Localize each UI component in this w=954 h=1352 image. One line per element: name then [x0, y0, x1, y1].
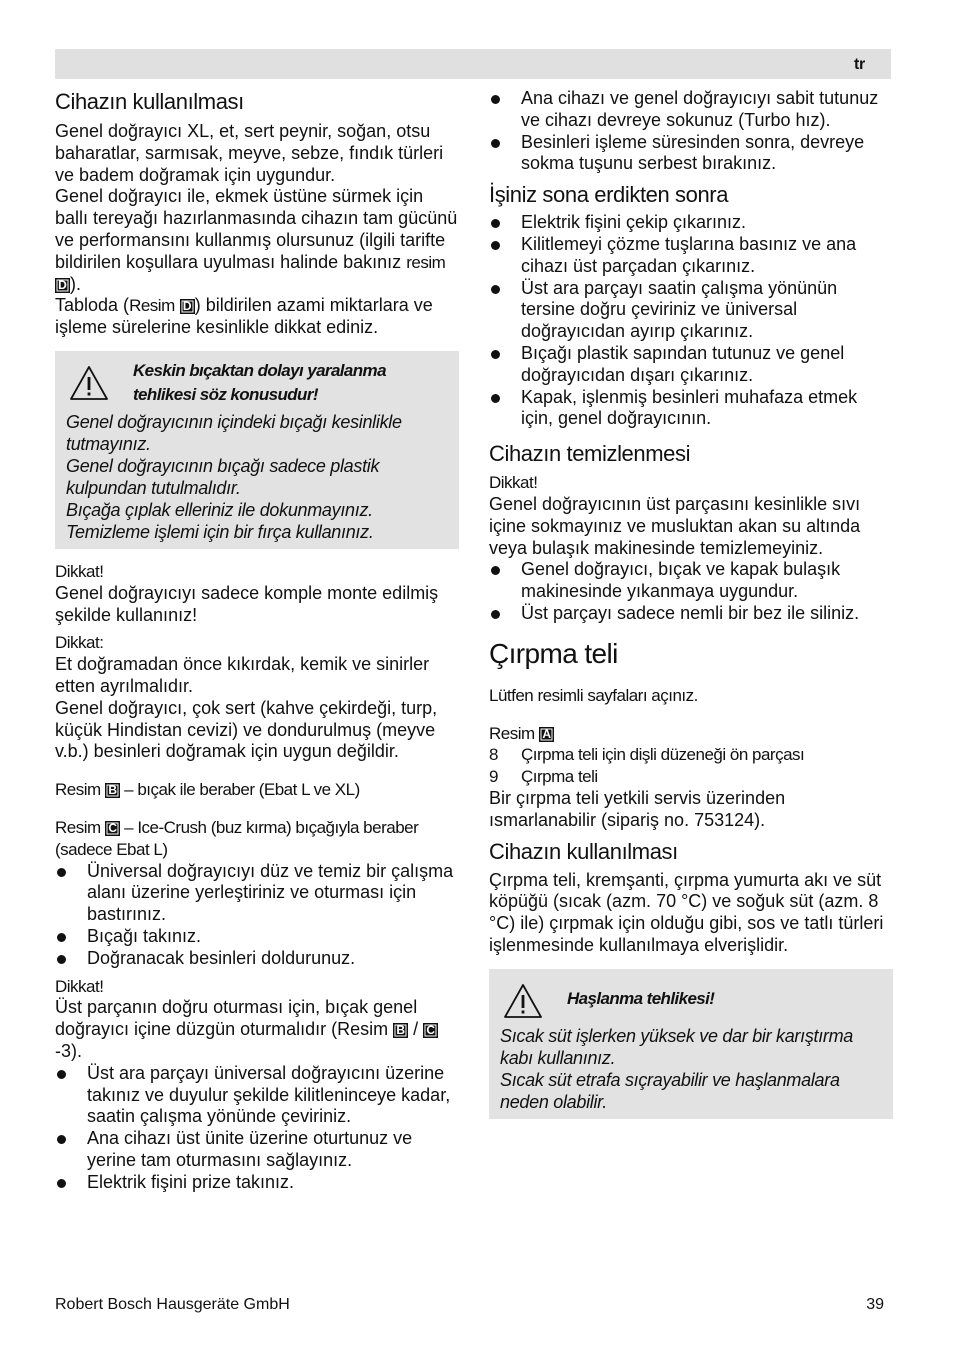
steps-list	[489, 559, 893, 624]
warning-box-blade	[55, 351, 459, 549]
figure-badge-d: D	[55, 278, 70, 293]
caution-text: Genel doğrayıcı, çok sert (kahve çekirdeği, turp, küçük Hindistan cevizi) ve dondurulmuş (meyve v.b.) besinleri doğramak için uygun değildir.	[55, 697, 438, 762]
list-item: Üst ara parçayı üniversal doğrayıcını üzerine takınız ve duyulur şekilde kilitleninceye kadar, saatin çalışma yönünde çeviriniz.	[55, 1063, 459, 1128]
table-paragraph: Tabloda (Resim D ) bildirilen azami miktarlara ve işleme sürelerine kesinlikle dikkat ediniz.	[55, 295, 433, 338]
list-item: Elektrik fişini çekip çıkarınız.	[489, 212, 893, 234]
steps-list	[489, 88, 893, 175]
list-item: Genel doğrayıcı, bıçak ve kapak bulaşık makinesinde yıkanmaya uygundur.	[489, 559, 893, 603]
section-title-usage: Cihazın kullanılması	[55, 89, 244, 114]
parts-item: 9 Çırpma teli	[489, 767, 598, 787]
list-item: Kapak, işlenmiş besinleri muhafaza etmek için, genel doğrayıcının.	[489, 387, 893, 431]
figure-badge-a: A	[539, 727, 554, 742]
figure-badge-d: D	[180, 299, 195, 314]
caution-text: Et doğramadan önce kıkırdak, kemik ve sinirler etten ayrılmalıdır.	[55, 654, 430, 696]
open-pages-note: Lütfen resimli sayfaları açınız.	[489, 685, 698, 705]
steps-list	[489, 212, 893, 430]
list-item: Bıçağı takınız.	[55, 926, 459, 948]
parts-item: 8 Çırpma teli için dişli düzeneği ön parçası	[489, 745, 805, 765]
warning-triangle-icon	[69, 365, 109, 401]
right-column	[489, 88, 893, 1129]
list-item: Doğranacak besinleri doldurunuz.	[55, 948, 459, 970]
caution-text: Genel doğrayıcının üst parçasını kesinlikle sıvı içine sokmayınız ve musluktan akan su altında veya bulaşık makinesinde temizlemeyiniz.	[489, 493, 861, 558]
section-title-cleaning: Cihazın temizlenmesi	[489, 441, 691, 467]
figure-caption-a: Resim A	[489, 723, 893, 745]
warning-text: Genel doğrayıcının içindeki bıçağı kesinlikle tutmayınız. Genel doğrayıcının bıçağı sadece plastik kulpundan tutulmalıdır. Bıçağa çıplak elleriniz ile dokunmayınız. Temizleme işlemi için bir fırça kullanınız.	[66, 411, 402, 542]
section-title-whisk-usage: Cihazın kullanılması	[489, 838, 678, 864]
caution-label: Dikkat:	[55, 633, 104, 653]
figure-caption-c: Resim C – Ice-Crush (buz kırma) bıçağıyla beraber (sadece Ebat L)	[55, 817, 419, 859]
page-number: 39	[866, 1296, 884, 1313]
warning-heading: Haşlanma tehlikesi!	[567, 988, 715, 1008]
caution-label: Dikkat!	[55, 976, 104, 996]
figure-ref: Resim	[129, 296, 175, 316]
footer-company: Robert Bosch Hausgeräte GmbH	[55, 1296, 290, 1313]
list-item: Bıçağı plastik sapından tutunuz ve genel doğrayıcıdan dışarı çıkarınız.	[489, 343, 893, 387]
caution-label: Dikkat!	[55, 561, 104, 581]
caution-text: Genel doğrayıcıyı sadece komple monte edilmiş şekilde kullanınız!	[55, 582, 439, 625]
figure-badge-c: C	[105, 821, 120, 836]
warning-heading: Keskin bıçaktan dolayı yaralanma tehlikesi söz konusudur!	[133, 360, 386, 404]
steps-list	[55, 861, 459, 970]
figure-badge-c: C	[423, 1023, 438, 1038]
list-item: Üst parçayı sadece nemli bir bez ile siliniz.	[489, 603, 893, 625]
list-item: Ana cihazı üst ünite üzerine oturtunuz ve yerine tam oturmasını sağlayınız.	[55, 1128, 459, 1172]
whisk-usage-paragraph: Çırpma teli, kremşanti, çırpma yumurta akı ve süt köpüğü (sıcak (azm. 70 °C) ve soğuk süt (azm. 8 °C) ile) çırpmak için olduğu gibi, sos ve tatlı türleri işlenmesinde kullanılmaya elverişlidir.	[489, 869, 884, 955]
warning-triangle-icon	[503, 983, 543, 1019]
warning-box-scald	[489, 969, 893, 1119]
language-code: tr	[854, 56, 865, 73]
order-paragraph: Bir çırpma teli yetkili servis üzerinden ısmarlanabilir (sipariş no. 753124).	[489, 787, 786, 830]
chapter-title-whisk: Çırpma teli	[489, 637, 618, 669]
intro-paragraph: Genel doğrayıcı XL, et, sert peynir, soğan, otsu baharatlar, sarmısak, meyve, sebze, fındık türleri ve badem doğramak için uygundur.	[55, 121, 444, 185]
list-item: Kilitlemeyi çözme tuşlarına basınız ve ana cihazı üst parçadan çıkarınız.	[489, 234, 893, 278]
caution-text: Üst parçanın doğru oturması için, bıçak genel doğrayıcı içine düzgün oturmalıdır (Resim B / C-3).	[55, 997, 459, 1062]
steps-list	[55, 1063, 459, 1194]
figure-badge-b: B	[105, 783, 120, 798]
list-item: Ana cihazı ve genel doğrayıcıyı sabit tutunuz ve cihazı devreye sokunuz (Turbo hız).	[489, 88, 893, 132]
left-column	[55, 88, 459, 1193]
butter-paragraph: Genel doğrayıcı ile, ekmek üstüne sürmek için ballı tereyağı hazırlanmasında cihazın tam gücünü ve performansını kullanmış olursunuz (ilgili tarifte bildirilen koşullara uyulması halinde bakınız resim D ).	[55, 186, 458, 294]
warning-text: Sıcak süt işlerken yüksek ve dar bir karıştırma kabı kullanınız. Sıcak süt etrafa sıçrayabilir ve haşlanmalara neden olabilir.	[500, 1025, 854, 1112]
section-title-after-use: İşiniz sona erdikten sonra	[489, 182, 729, 208]
caution-label: Dikkat!	[489, 473, 538, 493]
list-item: Besinleri işleme süresinden sonra, devreye sokma tuşunu serbest bırakınız.	[489, 132, 893, 176]
list-item: Üniversal doğrayıcıyı düz ve temiz bir çalışma alanı üzerine yerleştiriniz ve oturması için bastırınız.	[55, 861, 459, 926]
header-bar	[55, 49, 891, 79]
list-item: Elektrik fişini prize takınız.	[55, 1172, 459, 1194]
list-item: Üst ara parçayı saatin çalışma yönünün tersine doğru çeviriniz ve üniversal doğrayıcıdan ayırıp çıkarınız.	[489, 278, 893, 343]
figure-ref: resim	[406, 252, 446, 272]
figure-caption-b: Resim B – bıçak ile beraber (Ebat L ve XL)	[55, 780, 360, 800]
figure-badge-b: B	[393, 1023, 408, 1038]
